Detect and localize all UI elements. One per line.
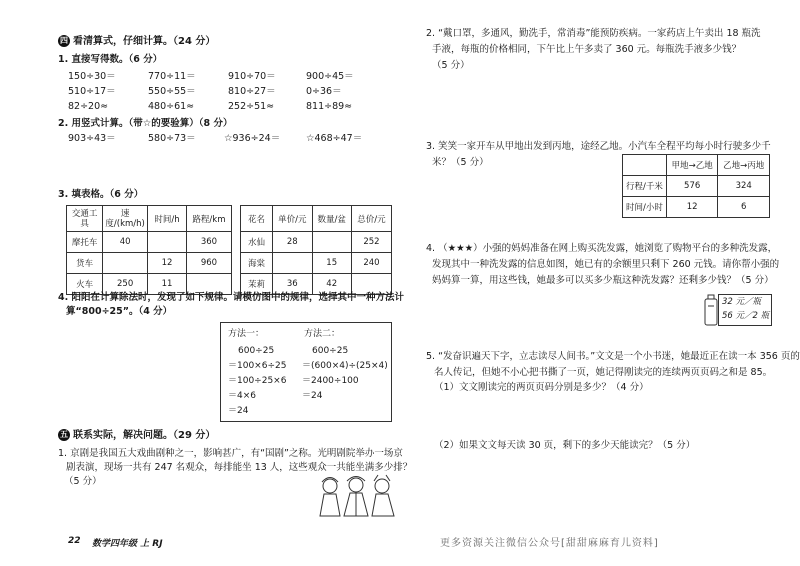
speed-r1c3 bbox=[148, 232, 187, 253]
q1-r1c3: 910÷70＝ bbox=[228, 71, 276, 82]
method1-step3: ＝100÷25×6 bbox=[228, 376, 287, 386]
speed-r3c3: 11 bbox=[148, 274, 187, 295]
p5-sub2: （2）如果文文每天读 30 页，剩下的多少天能读完？（5 分） bbox=[434, 440, 696, 451]
speed-h1: 交通工具 bbox=[67, 206, 103, 232]
q4-title-line2: 算“800÷25”。（4 分） bbox=[66, 306, 173, 317]
flower-r1c4: 252 bbox=[351, 232, 391, 253]
flower-r2c2 bbox=[273, 253, 312, 274]
flower-r2c1: 海棠 bbox=[241, 253, 273, 274]
method1-label: 方法一： bbox=[228, 329, 265, 339]
method2-step3: ＝2400÷100 bbox=[302, 376, 359, 386]
flower-r3c3: 42 bbox=[312, 274, 351, 295]
flower-h3: 数量/盆 bbox=[312, 206, 351, 232]
price-double: 56 元／2 瓶 bbox=[722, 311, 770, 321]
q1-r2c3: 810÷27＝ bbox=[228, 86, 276, 97]
speed-r3c2: 250 bbox=[103, 274, 148, 295]
flower-r1c3 bbox=[312, 232, 351, 253]
trip-r1c2: 324 bbox=[718, 176, 770, 197]
p3-line2: 米？（5 分） bbox=[432, 157, 489, 168]
speed-h4: 路程/km bbox=[186, 206, 231, 232]
speed-h2: 速度/(km/h) bbox=[103, 206, 148, 232]
p5-line1: 5. “发奋识遍天下字，立志读尽人间书。”文文是一个小书迷，她最近正在读一本 356 页的 bbox=[426, 351, 800, 362]
p4-line1: 4. （★★★）小强的妈妈准备在网上购买洗发露，她浏览了购物平台的多种洗发露， bbox=[426, 243, 778, 254]
speed-r2c2 bbox=[103, 253, 148, 274]
q1-r1c1: 150÷30＝ bbox=[68, 71, 116, 82]
q1-r3c2: 480÷61≈ bbox=[148, 101, 195, 112]
p2-line1: 2. “戴口罩，多通风，勤洗手，常消毒”能预防疾病。一家药店上午卖出 18 瓶洗 bbox=[426, 28, 761, 39]
section-4-badge: 四 bbox=[60, 36, 68, 45]
method1-step5: ＝24 bbox=[228, 406, 249, 416]
method2-step1: 600÷25 bbox=[312, 346, 349, 356]
peking-opera-figures-illustration bbox=[316, 472, 400, 520]
flower-h4: 总价/元 bbox=[351, 206, 391, 232]
trip-r2c1: 12 bbox=[666, 197, 718, 218]
q2-item-1: 903÷43＝ bbox=[68, 133, 116, 144]
q2-item-4: ☆468÷47＝ bbox=[306, 133, 363, 144]
trip-r2c2: 6 bbox=[718, 197, 770, 218]
q1-title: 1. 直接写得数。（6 分） bbox=[58, 54, 163, 65]
q1-r2c2: 550÷55＝ bbox=[148, 86, 196, 97]
speed-h3: 时间/h bbox=[148, 206, 187, 232]
p2-line3: （5 分） bbox=[432, 60, 470, 71]
q3-title: 3. 填表格。（6 分） bbox=[58, 189, 144, 200]
flower-h1: 花名 bbox=[241, 206, 273, 232]
p2-line2: 手液，每瓶的价格相同，下午比上午多卖了 360 元。每瓶洗手液多少钱？ bbox=[432, 44, 742, 55]
speed-r2c1: 货车 bbox=[67, 253, 103, 274]
q1-r1c4: 900÷45＝ bbox=[306, 71, 354, 82]
speed-table bbox=[66, 205, 232, 295]
q1-r3c4: 811÷89≈ bbox=[306, 101, 353, 112]
page-number: 22 bbox=[68, 536, 81, 546]
trip-h0 bbox=[623, 155, 667, 176]
p3-line1: 3. 笑笑一家开车从甲地出发到丙地，途经乙地。小汽车全程平均每小时行驶多少千 bbox=[426, 141, 771, 152]
method1-step1: 600÷25 bbox=[238, 346, 275, 356]
trip-r1c0: 行程/千米 bbox=[623, 176, 667, 197]
flower-h2: 单价/元 bbox=[273, 206, 312, 232]
shampoo-bottle-icon bbox=[704, 294, 718, 326]
method2-step4: ＝24 bbox=[302, 391, 323, 401]
watermark-text: 更多资源关注微信公众号[甜甜麻麻育儿资料] bbox=[440, 538, 659, 549]
trip-table bbox=[622, 154, 770, 218]
flower-r1c1: 水仙 bbox=[241, 232, 273, 253]
section-5-badge: 五 bbox=[60, 430, 68, 439]
flower-r1c2: 28 bbox=[273, 232, 312, 253]
section-4-heading bbox=[58, 35, 215, 48]
trip-h2: 乙地→丙地 bbox=[718, 155, 770, 176]
speed-r1c4: 360 bbox=[186, 232, 231, 253]
book-name: 数学四年级 上 RJ bbox=[92, 539, 163, 549]
q2-title: 2. 用竖式计算。（带☆的要验算）（8 分） bbox=[58, 118, 233, 129]
section-5-title: 联系实际，解决问题。（29 分） bbox=[73, 430, 216, 441]
flower-table bbox=[240, 205, 392, 295]
p5-sub1: （1）文文刚读完的两页页码分别是多少？（4 分） bbox=[434, 382, 649, 393]
method1-step2: ＝100×6÷25 bbox=[228, 361, 287, 371]
speed-r3c1: 火车 bbox=[67, 274, 103, 295]
speed-r1c1: 摩托车 bbox=[67, 232, 103, 253]
flower-r2c4: 240 bbox=[351, 253, 391, 274]
p4-line3: 妈妈算一算，用这些钱，她最多可以买多少瓶这种洗发露？还剩多少钱？（5 分） bbox=[432, 275, 774, 286]
q1-r3c3: 252÷51≈ bbox=[228, 101, 275, 112]
method2-label: 方法二： bbox=[304, 329, 341, 339]
speed-r2c3: 12 bbox=[148, 253, 187, 274]
trip-r2c0: 时间/小时 bbox=[623, 197, 667, 218]
trip-h1: 甲地→乙地 bbox=[666, 155, 718, 176]
p4-line2: 发现其中一种洗发露的信息如图，她已有的余额里只剩下 260 元钱。请你帮小强的 bbox=[432, 259, 780, 270]
method2-step2: ＝(600×4)÷(25×4) bbox=[302, 361, 388, 371]
p1-line2: 剧表演，现场一共有 247 名观众，每排能坐 13 人，这些观众一共能坐满多少排？ bbox=[66, 462, 413, 473]
q2-item-2: 580÷73＝ bbox=[148, 133, 196, 144]
section-4-title: 看清算式，仔细计算。（24 分） bbox=[73, 36, 216, 47]
trip-r1c1: 576 bbox=[666, 176, 718, 197]
flower-r3c2: 36 bbox=[273, 274, 312, 295]
p1-line1: 1. 京剧是我国五大戏曲剧种之一，影响甚广，有“国剧”之称。光明剧院举办一场京 bbox=[58, 448, 403, 459]
price-single: 32 元／瓶 bbox=[722, 297, 762, 307]
q1-r2c1: 510÷17＝ bbox=[68, 86, 116, 97]
speed-r1c2: 40 bbox=[103, 232, 148, 253]
q2-item-3: ☆936÷24＝ bbox=[224, 133, 281, 144]
speed-r2c4: 960 bbox=[186, 253, 231, 274]
p1-line3: （5 分） bbox=[64, 476, 102, 487]
flower-r2c3: 15 bbox=[312, 253, 351, 274]
p5-line2: 名人传记，但她不小心把书撕了一页，她记得刚读完的连续两页页码之和是 85。 bbox=[434, 367, 773, 378]
section-5-heading bbox=[58, 429, 215, 442]
q1-r2c4: 0÷36＝ bbox=[306, 86, 342, 97]
q1-r1c2: 770÷11＝ bbox=[148, 71, 196, 82]
flower-r3c1: 茉莉 bbox=[241, 274, 273, 295]
method1-step4: ＝4×6 bbox=[228, 391, 256, 401]
q4-title-line1: 4. 阳阳在计算除法时，发现了如下规律。请模仿图中的规律，选择其中一种方法计 bbox=[58, 292, 405, 303]
q1-r3c1: 82÷20≈ bbox=[68, 101, 109, 112]
